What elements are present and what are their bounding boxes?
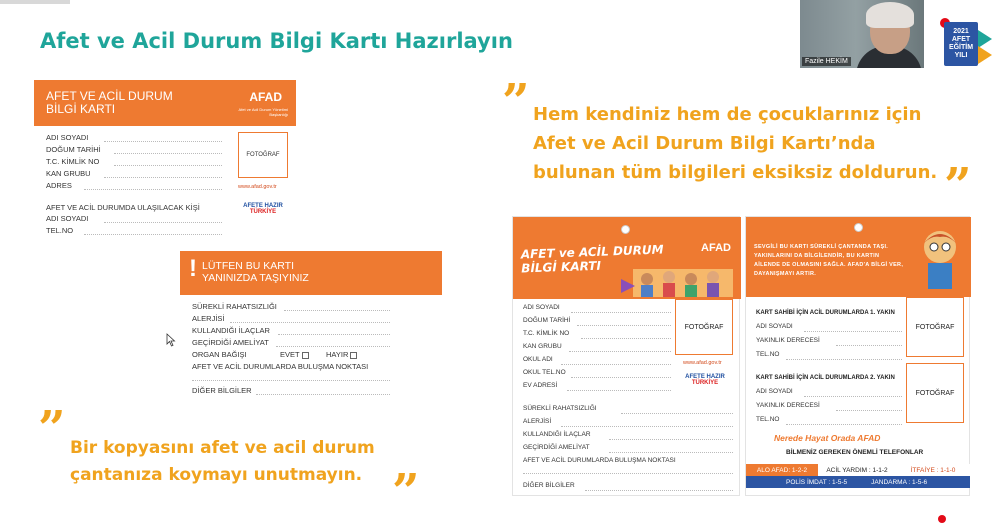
- dotted-line: [786, 424, 902, 425]
- field-meeting-point: AFET VE ACİL DURUMLARDA BULUŞMA NOKTASI: [192, 362, 369, 371]
- afad-logo: AFAD: [249, 90, 282, 104]
- field-birthdate: DOĞUM TARİHİ: [523, 317, 571, 324]
- dotted-line: [609, 452, 733, 453]
- phone-ambulance: ACİL YARDIM : 1-1-2: [818, 464, 896, 476]
- photo-placeholder: FOTOĞRAF: [675, 299, 733, 355]
- children-illustration-icon: [633, 261, 733, 297]
- quote-left-line1: Bir kopyasını afet ve acil durum: [70, 438, 375, 458]
- quote-open-right: ”: [502, 74, 530, 130]
- exclamation-icon: !: [189, 255, 197, 282]
- photo-placeholder: FOTOĞRAF: [238, 132, 288, 178]
- field-name: ADI SOYADI: [46, 133, 89, 142]
- dotted-line: [561, 426, 733, 427]
- field-chronic-illness: SÜREKLİ RAHATSIZLIĞI: [523, 405, 597, 412]
- quote-left-text: [70, 435, 375, 489]
- quote-right-line3: bulunan tüm bilgileri eksiksiz doldurun.: [533, 162, 938, 183]
- dotted-line: [114, 165, 222, 166]
- slide-title: Afet ve Acil Durum Bilgi Kartı Hazırlayın: [40, 29, 513, 53]
- info-card-back: [180, 251, 442, 411]
- field-tc-id: T.C. KİMLİK NO: [46, 157, 100, 166]
- dotted-line: [786, 359, 902, 360]
- participant-video-tile[interactable]: [800, 0, 924, 68]
- card-header: [34, 80, 296, 126]
- field-surgery: GEÇİRDİĞİ AMELİYAT: [523, 444, 590, 451]
- card-title-line2: BİLGİ KARTI: [46, 102, 116, 116]
- brand-year: 2021: [953, 28, 969, 35]
- field-blood-group: KAN GRUBU: [523, 343, 562, 350]
- organ-no-label: HAYIR: [326, 350, 357, 359]
- dotted-line: [804, 331, 902, 332]
- checkbox-no[interactable]: [350, 352, 357, 359]
- child-character-icon: [914, 225, 966, 295]
- quote-close-left: ”: [392, 464, 420, 520]
- child-card-front: [512, 216, 740, 496]
- afad-url: www.afad.gov.tr: [238, 184, 277, 190]
- dotted-line: [567, 390, 671, 391]
- dotted-line: [192, 380, 390, 381]
- field-contact-name: ADI SOYADI: [46, 214, 89, 223]
- afete-hazir-logo: [240, 203, 286, 215]
- photo-placeholder-1: FOTOĞRAF: [906, 297, 964, 357]
- dotted-line: [84, 234, 222, 235]
- card-header: [180, 251, 442, 295]
- field-organ-donation: ORGAN BAĞIŞI: [192, 350, 247, 359]
- card-title: [46, 90, 173, 116]
- brand-word-egitim: EĞİTİM: [948, 44, 974, 51]
- card-title-line1: AFET ve ACİL DURUM: [520, 242, 664, 262]
- quote-open-left: ”: [38, 401, 66, 457]
- field-blood-group: KAN GRUBU: [46, 169, 91, 178]
- contact2-title: KART SAHİBİ İÇİN ACİL DURUMLARDA 2. YAKIN: [756, 375, 895, 381]
- dotted-line: [114, 153, 222, 154]
- field-school-phone: OKUL TEL.NO: [523, 369, 566, 376]
- field-contact-phone: TEL.NO: [46, 226, 74, 235]
- dotted-line: [585, 490, 733, 491]
- photo-placeholder-2: FOTOĞRAF: [906, 363, 964, 423]
- dotted-line: [804, 396, 902, 397]
- dotted-line: [230, 322, 390, 323]
- field-address: ADRES: [46, 181, 72, 190]
- afad-url: www.afad.gov.tr: [683, 360, 722, 366]
- participant-hair: [866, 2, 914, 28]
- phone-alo-afad: ALO AFAD: 1-2-2: [746, 464, 818, 476]
- field-birthdate: DOĞUM TARİHİ: [46, 145, 101, 154]
- dotted-line: [104, 177, 222, 178]
- dotted-line: [581, 338, 671, 339]
- field-allergy: ALERJİSİ: [523, 418, 552, 425]
- ready-line2: TÜRKİYE: [691, 380, 719, 386]
- card-header: [746, 217, 971, 297]
- afad-logo-subtitle: Afet ve Acil Durum Yönetimi Başkanlığı: [238, 107, 288, 117]
- slogan: Nerede Hayat Orada AFAD: [774, 433, 881, 443]
- card-title-line1: LÜTFEN BU KARTI: [202, 260, 294, 272]
- ready-line1: AFETE HAZIR: [243, 203, 283, 209]
- quote-close-right: ”: [944, 158, 972, 214]
- field-name: ADI SOYADI: [523, 304, 560, 311]
- field-allergy: ALERJİSİ: [192, 314, 225, 323]
- field-meeting-point: AFET VE ACİL DURUMLARDA BULUŞMA NOKTASI: [523, 457, 676, 464]
- brand-word-yili: YILI: [954, 52, 968, 59]
- brand-amber-triangle: [978, 46, 992, 64]
- field-home-address: EV ADRESİ: [523, 382, 558, 389]
- dotted-line: [84, 189, 222, 190]
- contact1-phone: TEL.NO: [756, 351, 780, 358]
- contact1-title: KART SAHİBİ İÇİN ACİL DURUMLARDA 1. YAKIN: [756, 310, 895, 316]
- quote-right-text: [533, 100, 937, 187]
- ready-line2: TÜRKİYE: [249, 209, 277, 215]
- dotted-line: [104, 222, 222, 223]
- window-edge-strip: [0, 0, 70, 4]
- ready-line1: AFETE HAZIR: [685, 374, 725, 380]
- quote-right-line2: Afet ve Acil Durum Bilgi Kartı’nda: [533, 133, 876, 154]
- dotted-line: [561, 364, 671, 365]
- dotted-line: [284, 310, 390, 311]
- afete-hazir-logo: [679, 374, 731, 386]
- card-title-line2: YANINIZDA TAŞIYINIZ: [202, 272, 309, 284]
- punch-hole: [621, 225, 630, 234]
- dotted-line: [104, 141, 222, 142]
- card-intro-text: SEVGİLİ BU KARTI SÜREKLİ ÇANTANDA TAŞI. YAKINLARINI DA BİLGİLENDİR, BU KARTIN AİLENDE DE OLMASINI SAĞLA. AFAD'A BİLGİ VER, DAYANIŞMAYI ARTIR.: [754, 244, 904, 277]
- field-surgery: GEÇİRDİĞİ AMELİYAT: [192, 338, 269, 347]
- quote-left-line2: çantanıza koymayı unutmayın.: [70, 465, 363, 485]
- contact2-name: ADI SOYADI: [756, 388, 793, 395]
- info-card-front: [34, 80, 296, 236]
- dotted-line: [621, 413, 733, 414]
- card-header: [513, 217, 741, 299]
- mouse-cursor-icon: [166, 333, 176, 347]
- contact1-name: ADI SOYADI: [756, 323, 793, 330]
- punch-hole: [854, 223, 863, 232]
- dotted-line: [256, 394, 390, 395]
- field-other-info: DİĞER BİLGİLER: [192, 386, 252, 395]
- checkbox-yes[interactable]: [302, 352, 309, 359]
- field-medications: KULLANDIĞI İLAÇLAR: [523, 431, 591, 438]
- dotted-line: [276, 346, 390, 347]
- field-medications: KULLANDIĞI İLAÇLAR: [192, 326, 270, 335]
- participant-name-label: Fazile HEKİM: [802, 57, 851, 66]
- dotted-line: [571, 312, 671, 313]
- phone-police: POLİS İMDAT : 1-5-5: [786, 478, 848, 486]
- turkish-flag-dot-icon: [938, 515, 946, 523]
- child-card-back: [745, 216, 970, 496]
- afet-egitim-yili-logo: [940, 18, 996, 70]
- card-title-line1: AFET VE ACİL DURUM: [46, 89, 173, 103]
- brand-word-afet: AFET: [951, 36, 971, 43]
- contact1-relation: YAKINLIK DERECESİ: [756, 337, 820, 344]
- dotted-line: [278, 334, 390, 335]
- quote-right-line1: Hem kendiniz hem de çocuklarınız için: [533, 104, 922, 125]
- triangle-decor-icon: [619, 277, 637, 295]
- dotted-line: [577, 325, 671, 326]
- phone-row2: [746, 476, 970, 488]
- contact2-relation: YAKINLIK DERECESİ: [756, 402, 820, 409]
- field-tc-id: T.C. KİMLİK NO: [523, 330, 570, 337]
- phone-fire: İTFAİYE : 1-1-0: [896, 464, 970, 476]
- dotted-line: [523, 473, 733, 474]
- card-title: [202, 260, 309, 284]
- dotted-line: [571, 377, 671, 378]
- contact2-phone: TEL.NO: [756, 416, 780, 423]
- contact-title: AFET VE ACİL DURUMDA ULAŞILACAK KİŞİ: [46, 203, 200, 212]
- phones-title: BİLMENİZ GEREKEN ÖNEMLİ TELEFONLAR: [786, 449, 924, 456]
- field-other-info: DİĞER BİLGİLER: [523, 482, 575, 489]
- dotted-line: [609, 439, 733, 440]
- dotted-line: [836, 345, 902, 346]
- field-school: OKUL ADI: [523, 356, 553, 363]
- afad-logo: AFAD: [701, 242, 731, 254]
- brand-text: [946, 28, 976, 60]
- field-chronic-illness: SÜREKLİ RAHATSIZLIĞI: [192, 302, 277, 311]
- dotted-line: [569, 351, 671, 352]
- phone-gendarmerie: JANDARMA : 1-5-6: [871, 478, 928, 486]
- dotted-line: [836, 410, 902, 411]
- organ-yes-label: EVET: [280, 350, 309, 359]
- card-title-line2: BİLGİ KARTI: [521, 258, 602, 276]
